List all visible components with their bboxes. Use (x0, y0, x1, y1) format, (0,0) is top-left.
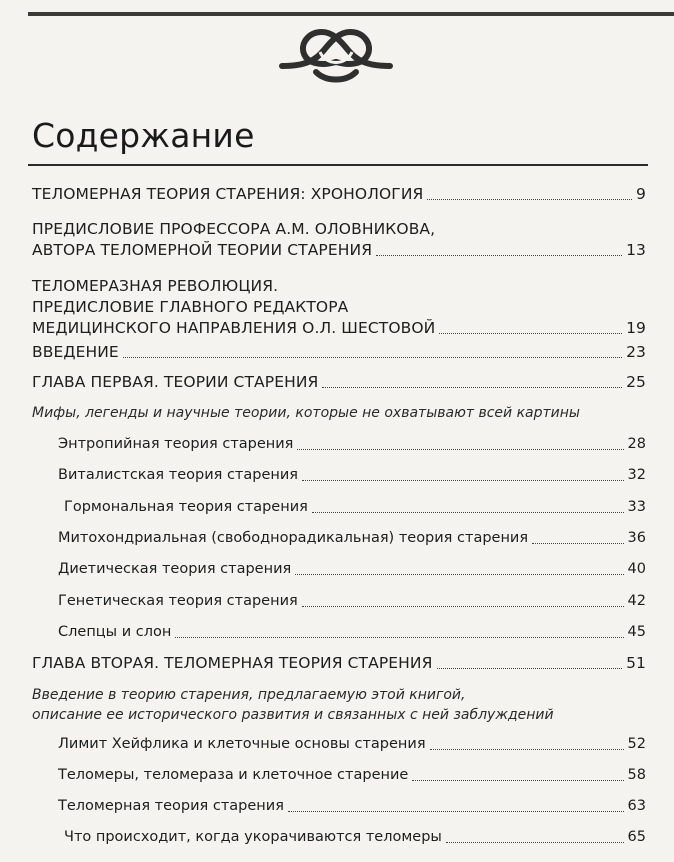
dot-leader (430, 749, 624, 750)
toc-entry-shestova: МЕДИЦИНСКОГО НАПРАВЛЕНИЯ О.Л. ШЕСТОВОЙ 19 (32, 319, 646, 337)
page-number: 58 (627, 767, 646, 783)
chapter-two-description (32, 685, 646, 725)
toc-entry-chapter-one: ГЛАВА ПЕРВАЯ. ТЕОРИИ СТАРЕНИЯ 25 (32, 373, 646, 391)
page-number: 65 (627, 829, 646, 845)
toc-entry-dietary: Диетическая теория старения 40 (32, 559, 646, 580)
toc-entry-blind-men-elephant: Слепцы и слон 45 (32, 622, 646, 643)
toc-entry-chronology: ТЕЛОМЕРНАЯ ТЕОРИЯ СТАРЕНИЯ: ХРОНОЛОГИЯ 9 (32, 185, 646, 203)
toc-entry-revolution-line1: ТЕЛОМЕРАЗНАЯ РЕВОЛЮЦИЯ. (32, 277, 279, 295)
chapter-two-description-line2: описание ее исторического развития и связанных с ней заблуждений (32, 707, 554, 723)
toc-entry-olovnikov-line1: ПРЕДИСЛОВИЕ ПРОФЕССОРА А.М. ОЛОВНИКОВА, (32, 220, 436, 238)
dot-leader (302, 606, 624, 607)
dot-leader (322, 387, 622, 388)
toc-entry-chapter-two: ГЛАВА ВТОРАЯ. ТЕЛОМЕРНАЯ ТЕОРИЯ СТАРЕНИЯ 51 (32, 654, 646, 672)
toc-entry-telomere-theory: Теломерная теория старения 63 (32, 796, 646, 817)
dot-leader (376, 255, 622, 256)
dot-leader (175, 637, 623, 638)
page-number: 23 (626, 343, 646, 361)
dot-leader (437, 668, 623, 669)
dot-leader (302, 480, 624, 481)
top-rule (28, 12, 674, 16)
dot-leader (446, 842, 624, 843)
dot-leader (297, 449, 623, 450)
page-number: 25 (626, 373, 646, 391)
knot-ornament-icon (276, 22, 396, 94)
toc-entry-olovnikov: АВТОРА ТЕЛОМЕРНОЙ ТЕОРИИ СТАРЕНИЯ 13 (32, 241, 646, 259)
title-rule (28, 164, 648, 166)
page-number: 51 (626, 654, 646, 672)
page-number: 13 (626, 241, 646, 259)
page-number: 63 (627, 798, 646, 814)
toc-entry-hayflick: Лимит Хейфлика и клеточные основы старения 52 (32, 734, 646, 755)
dot-leader (532, 543, 623, 544)
toc-entry-vitalist: Виталистская теория старения 32 (32, 465, 646, 486)
dot-leader (123, 357, 622, 358)
page-number: 45 (627, 624, 646, 640)
page-title: Содержание (32, 116, 255, 155)
chapter-two-description-line1: Введение в теорию старения, предлагаемую этой книгой, (32, 687, 466, 703)
toc-entry-introduction: ВВЕДЕНИЕ 23 (32, 343, 646, 361)
toc-entry-entropy: Энтропийная теория старения 28 (32, 434, 646, 455)
dot-leader (427, 199, 632, 200)
page-number: 33 (627, 499, 646, 515)
toc-entry-revolution-line2: ПРЕДИСЛОВИЕ ГЛАВНОГО РЕДАКТОРА (32, 298, 349, 316)
toc-entry-genetic: Генетическая теория старения 42 (32, 591, 646, 612)
dot-leader (312, 512, 624, 513)
page-number: 42 (627, 593, 646, 609)
dot-leader (288, 811, 624, 812)
dot-leader (295, 574, 623, 575)
page-number: 36 (627, 530, 646, 546)
page-number: 28 (627, 436, 646, 452)
page-number: 19 (626, 319, 646, 337)
toc-entry-telomeres-telomerase: Теломеры, теломераза и клеточное старение 58 (32, 765, 646, 786)
chapter-one-description: Мифы, легенды и научные теории, которые не охватывают всей картины (32, 405, 580, 421)
dot-leader (439, 333, 622, 334)
toc-entry-mitochondrial: Митохондриальная (свободнорадикальная) теория старения 36 (32, 528, 646, 549)
dot-leader (412, 780, 623, 781)
page-number: 9 (636, 185, 646, 203)
toc-entry-shortening: Что происходит, когда укорачиваются теломеры 65 (32, 827, 646, 848)
page-number: 40 (627, 561, 646, 577)
toc-entry-hormonal: Гормональная теория старения 33 (32, 497, 646, 518)
page-number: 32 (627, 467, 646, 483)
page-number: 52 (627, 736, 646, 752)
